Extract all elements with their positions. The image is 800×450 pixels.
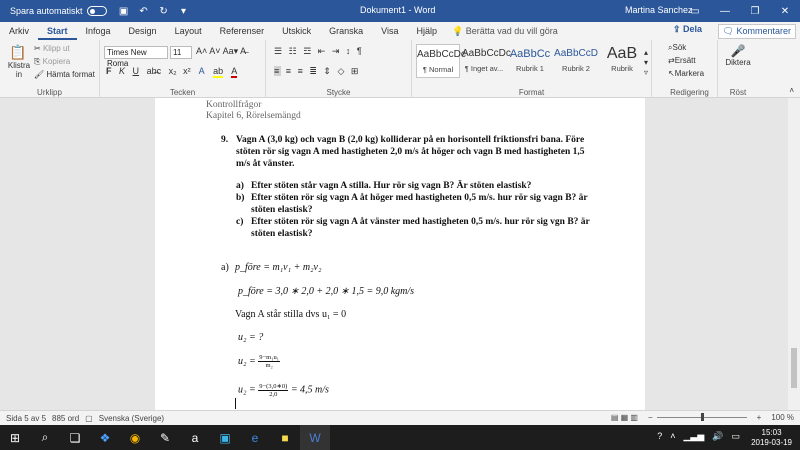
paragraph-group bbox=[266, 40, 412, 98]
edge-icon[interactable]: e bbox=[251, 430, 259, 445]
photos-icon[interactable]: ▣ bbox=[219, 430, 231, 445]
style-name: Rubrik 2 bbox=[562, 64, 590, 73]
font-size-buttons bbox=[196, 46, 246, 57]
restore-icon[interactable]: ❐ bbox=[750, 5, 760, 17]
paste-icon: 📋 bbox=[9, 44, 27, 60]
font-color-icon[interactable]: A bbox=[231, 66, 238, 76]
align-left-icon[interactable]: ≡ bbox=[274, 66, 282, 76]
style-sample: AaBbCcDc bbox=[462, 48, 511, 59]
page-count[interactable]: Sida 5 av 5 bbox=[6, 413, 47, 423]
grow-font-icon[interactable]: A˄ bbox=[196, 46, 208, 56]
tab-design[interactable]: Design bbox=[128, 26, 157, 36]
cut-button[interactable] bbox=[34, 44, 70, 53]
shading-icon[interactable]: ◇ bbox=[337, 66, 347, 76]
style-sample: AaBbCcDc bbox=[417, 49, 466, 60]
font-group bbox=[100, 40, 266, 98]
zoom-in-icon[interactable]: + bbox=[756, 413, 762, 422]
tab-utskick[interactable]: Utskick bbox=[282, 26, 312, 36]
subquestion-text: stöten elastisk? bbox=[251, 229, 313, 239]
subquestion-text: Efter stöten rör sig vagn A åt höger med hastigheten 0,5 m/s. hur rör sig vagn B? är bbox=[251, 193, 588, 203]
find-label: Sök bbox=[672, 43, 687, 52]
multilevel-list-icon[interactable]: ☲ bbox=[303, 46, 314, 56]
share-icon: ⇪ bbox=[672, 24, 683, 34]
equation-momentum-values: p_före = 3,0 ∗ 2,0 + 2,0 ∗ 1,5 = 9,0 kgm/s bbox=[238, 286, 415, 297]
underline-icon[interactable]: U bbox=[132, 66, 140, 76]
replace-icon: ⇄ bbox=[668, 56, 675, 65]
volume-icon[interactable]: 🔊 bbox=[712, 431, 724, 441]
question-number: 9. bbox=[221, 135, 229, 145]
title-bar bbox=[0, 0, 800, 22]
fraction-numerator: 9−(3,0∗0) bbox=[259, 383, 288, 390]
subquestion-letter: c) bbox=[236, 217, 244, 227]
line-spacing-icon[interactable]: ⇕ bbox=[323, 66, 333, 76]
style-name: ¶ Inget av... bbox=[464, 64, 504, 73]
system-tray bbox=[657, 431, 740, 442]
question-line: stöten rör sig vagn A med hastigheten 2,0 m/s åt höger och vagn B med hastigheten 1,5 bbox=[236, 147, 585, 157]
fraction-denominator: 2,0 bbox=[269, 391, 278, 398]
highlight-icon[interactable]: ab bbox=[213, 66, 224, 76]
clear-format-icon[interactable]: A̶ bbox=[240, 46, 247, 56]
increase-indent-icon[interactable]: ⇥ bbox=[331, 46, 342, 56]
clock-time: 15:03 bbox=[761, 428, 782, 437]
word-icon[interactable]: W bbox=[300, 425, 330, 450]
toggle-switch[interactable] bbox=[87, 6, 107, 16]
zoom-out-icon[interactable]: − bbox=[647, 413, 653, 422]
cut-label: Klipp ut bbox=[42, 44, 70, 53]
equation-result bbox=[238, 382, 329, 398]
zoom-slider[interactable] bbox=[657, 417, 747, 418]
dropbox-icon[interactable]: ❖ bbox=[99, 430, 111, 445]
font-size-field[interactable]: 11 bbox=[170, 46, 192, 59]
copy-button[interactable] bbox=[34, 57, 70, 67]
tab-arkiv[interactable]: Arkiv bbox=[9, 26, 29, 36]
equation-lhs: u₂ = bbox=[238, 355, 256, 367]
clipboard-group-label: Urklipp bbox=[37, 88, 62, 97]
styles-group-label: Format bbox=[518, 88, 545, 97]
select-button[interactable] bbox=[668, 69, 704, 78]
screenshot-tool-icon[interactable]: ✎ bbox=[159, 430, 171, 445]
task-view-icon[interactable]: ❏ bbox=[69, 430, 81, 445]
style-no-spacing[interactable] bbox=[462, 44, 511, 78]
style-name: Rubrik bbox=[611, 64, 633, 73]
select-label: Markera bbox=[674, 69, 705, 78]
style-sample: AaBbCc bbox=[509, 48, 551, 60]
search-icon[interactable]: ⌕ bbox=[41, 430, 49, 444]
windows-start-icon[interactable]: ⊞ bbox=[9, 430, 21, 445]
ribbon bbox=[0, 40, 800, 98]
paragraph-group-label: Stycke bbox=[326, 88, 351, 97]
font-format-buttons bbox=[106, 66, 237, 76]
comments-label: Kommentarer bbox=[736, 26, 791, 36]
tab-hjalp[interactable]: Hjälp bbox=[416, 26, 438, 36]
paragraph-row2 bbox=[274, 66, 360, 77]
equation-rhs: = 4,5 m/s bbox=[290, 384, 329, 396]
comment-icon: 🗨 bbox=[722, 26, 737, 36]
paragraph-row1 bbox=[274, 46, 364, 57]
vertical-scrollbar[interactable] bbox=[788, 98, 800, 410]
clock-date: 2019-03-19 bbox=[751, 438, 792, 447]
amazon-icon[interactable]: a bbox=[191, 430, 199, 445]
microphone-icon: 🎤 bbox=[730, 44, 746, 58]
copy-icon: ⎘ bbox=[34, 57, 41, 66]
zoom-level[interactable]: 100 % bbox=[771, 413, 794, 422]
fraction bbox=[258, 382, 288, 398]
share-button[interactable] bbox=[673, 24, 702, 35]
tell-me-search[interactable] bbox=[452, 26, 558, 37]
style-name: Rubrik 1 bbox=[516, 64, 544, 73]
align-right-icon[interactable]: ≡ bbox=[297, 66, 305, 76]
fraction-denominator: m₂ bbox=[265, 362, 273, 369]
word-count[interactable]: 885 ord bbox=[52, 413, 80, 423]
tab-start[interactable]: Start bbox=[38, 22, 77, 40]
borders-icon[interactable]: ⊞ bbox=[350, 66, 361, 76]
dictate-button[interactable] bbox=[722, 44, 754, 67]
sort-icon[interactable]: ↕ bbox=[345, 46, 353, 56]
bullets-icon[interactable]: ☰ bbox=[274, 46, 285, 56]
style-heading2[interactable] bbox=[554, 44, 598, 78]
zoom-control bbox=[605, 413, 794, 422]
clock[interactable] bbox=[751, 428, 792, 448]
dictate-label: Diktera bbox=[725, 58, 751, 67]
document-page[interactable] bbox=[155, 98, 645, 410]
style-normal[interactable] bbox=[416, 44, 466, 78]
tab-layout[interactable]: Layout bbox=[174, 26, 202, 36]
numbering-icon[interactable]: ☷ bbox=[288, 46, 299, 56]
subquestion-letter: b) bbox=[236, 193, 245, 203]
battery-icon[interactable]: ▭ bbox=[731, 431, 740, 441]
question-line: Vagn A (3,0 kg) och vagn B (2,0 kg) kolliderar på en horisontell friktionsfri bana. Före bbox=[236, 135, 585, 145]
lightbulb-icon: 💡 bbox=[452, 25, 466, 36]
format-painter-label: Hämta format bbox=[46, 70, 95, 79]
quick-access-toolbar bbox=[117, 6, 191, 17]
style-sample: AaBbCcD bbox=[554, 48, 598, 59]
network-icon[interactable]: ▁▃▅ bbox=[683, 431, 705, 441]
autosave-label: Spara automatiskt bbox=[10, 6, 83, 16]
taskbar bbox=[0, 425, 800, 450]
superscript-icon[interactable]: x² bbox=[183, 66, 191, 76]
equation-momentum: p_före = m₁v₁ + m₂v₂ bbox=[235, 262, 322, 273]
comments-button[interactable] bbox=[718, 24, 796, 39]
view-mode-icons[interactable]: ▤ ▦ ▥ bbox=[610, 413, 638, 422]
proofing-icon[interactable]: ▢ bbox=[85, 413, 93, 423]
style-name: ¶ Normal bbox=[422, 65, 454, 74]
subquestion-text: stöten elastisk? bbox=[251, 205, 313, 215]
justify-icon[interactable]: ≣ bbox=[309, 66, 319, 76]
language[interactable]: Svenska (Sverige) bbox=[98, 413, 165, 423]
change-case-icon[interactable]: Aa▾ bbox=[222, 46, 239, 56]
style-title[interactable] bbox=[600, 44, 644, 78]
font-name-field[interactable]: Times New Roma bbox=[104, 46, 168, 59]
paste-label: Klistra in bbox=[7, 61, 31, 79]
window-controls bbox=[680, 0, 800, 22]
chevron-up-icon[interactable]: ˄ bbox=[670, 431, 676, 441]
autosave-toggle[interactable] bbox=[10, 6, 107, 16]
text-cursor bbox=[235, 398, 236, 409]
header-title: Kontrollfrågor bbox=[206, 100, 262, 110]
styles-group bbox=[412, 40, 652, 98]
zoom-slider-thumb[interactable] bbox=[701, 413, 704, 421]
replace-label: Ersätt bbox=[674, 56, 696, 65]
editing-group bbox=[662, 40, 718, 98]
format-painter-button[interactable] bbox=[34, 70, 95, 79]
user-name[interactable]: Martina Sanchez bbox=[625, 5, 693, 15]
tab-infoga[interactable]: Infoga bbox=[85, 26, 111, 36]
italic-icon[interactable]: K bbox=[119, 66, 126, 76]
fraction-numerator: 9−m₁u₁ bbox=[259, 354, 279, 361]
bold-icon[interactable]: F bbox=[106, 66, 112, 76]
voice-group-label: Röst bbox=[729, 88, 747, 97]
font-group-label: Tecken bbox=[169, 88, 196, 97]
chrome-icon[interactable]: ◉ bbox=[129, 430, 141, 445]
scissors-icon: ✂ bbox=[34, 44, 41, 53]
equation-fraction bbox=[238, 354, 280, 369]
redo-icon[interactable]: ↻ bbox=[159, 5, 168, 17]
share-label: Dela bbox=[682, 24, 702, 34]
question-line: m/s åt vänster. bbox=[236, 159, 295, 169]
find-button[interactable] bbox=[668, 43, 686, 53]
pilcrow-icon[interactable]: ¶ bbox=[356, 46, 364, 56]
shrink-font-icon[interactable]: A˅ bbox=[209, 46, 221, 56]
scrollbar-thumb[interactable] bbox=[791, 348, 797, 388]
equation-unknown: u₂ = ? bbox=[238, 332, 264, 343]
sticky-notes-icon[interactable]: ■ bbox=[281, 430, 289, 445]
text-effects-icon[interactable]: A bbox=[198, 66, 205, 76]
paste-button[interactable] bbox=[6, 44, 30, 79]
document-area bbox=[0, 98, 800, 410]
search-icon: ⌕ bbox=[668, 43, 673, 52]
answer-text: Vagn A står stilla dvs u₁ = 0 bbox=[235, 309, 347, 320]
style-heading1[interactable] bbox=[508, 44, 552, 78]
tell-me-label: Berätta vad du vill göra bbox=[465, 25, 558, 36]
decrease-indent-icon[interactable]: ⇤ bbox=[317, 46, 328, 56]
subscript-icon[interactable]: x₂ bbox=[168, 66, 177, 76]
equation-lhs: u₂ = bbox=[238, 384, 256, 396]
editing-group-label: Redigering bbox=[670, 88, 709, 97]
customize-qat-icon[interactable]: ▾ bbox=[181, 5, 187, 17]
status-bar bbox=[0, 410, 800, 425]
save-icon[interactable]: ▣ bbox=[118, 5, 129, 17]
copy-label: Kopiera bbox=[42, 57, 71, 66]
styles-scroll[interactable]: ▴ ▾ ▿ bbox=[644, 48, 649, 77]
voice-group bbox=[718, 40, 758, 98]
collapse-ribbon-icon[interactable]: ˄ bbox=[789, 86, 794, 95]
brush-icon: 🖌 bbox=[34, 70, 45, 79]
subquestion-letter: a) bbox=[236, 181, 244, 191]
strikethrough-icon[interactable]: ab̶c bbox=[146, 66, 162, 76]
subquestion-text: Efter stöten rör sig vagn A åt vänster med hastigheten 0,5 m/s. hur rör sig vgn B? är bbox=[251, 217, 590, 227]
tab-visa[interactable]: Visa bbox=[381, 26, 399, 36]
replace-button[interactable] bbox=[668, 56, 696, 65]
help-icon[interactable]: ? bbox=[657, 431, 663, 441]
fraction bbox=[258, 354, 280, 369]
ribbon-display-icon[interactable]: ▭ bbox=[690, 5, 700, 17]
document-title: Dokument1 - Word bbox=[360, 5, 436, 15]
ribbon-tabs bbox=[0, 22, 800, 40]
minimize-icon[interactable]: — bbox=[720, 5, 730, 17]
cursor-icon: ↖ bbox=[668, 69, 675, 78]
tab-referenser[interactable]: Referenser bbox=[219, 26, 265, 36]
header-subtitle: Kapitel 6, Rörelsemängd bbox=[206, 111, 301, 121]
style-sample: AaB bbox=[606, 45, 638, 62]
align-center-icon[interactable]: ≡ bbox=[285, 66, 294, 76]
clipboard-group bbox=[0, 40, 100, 98]
undo-icon[interactable]: ↶ bbox=[139, 5, 148, 17]
answer-letter: a) bbox=[221, 262, 229, 273]
subquestion-text: Efter stöten står vagn A stilla. Hur rör sig vagn B? Är stöten elastisk? bbox=[251, 181, 532, 191]
tab-granska[interactable]: Granska bbox=[329, 26, 364, 36]
close-icon[interactable]: ✕ bbox=[780, 5, 790, 17]
